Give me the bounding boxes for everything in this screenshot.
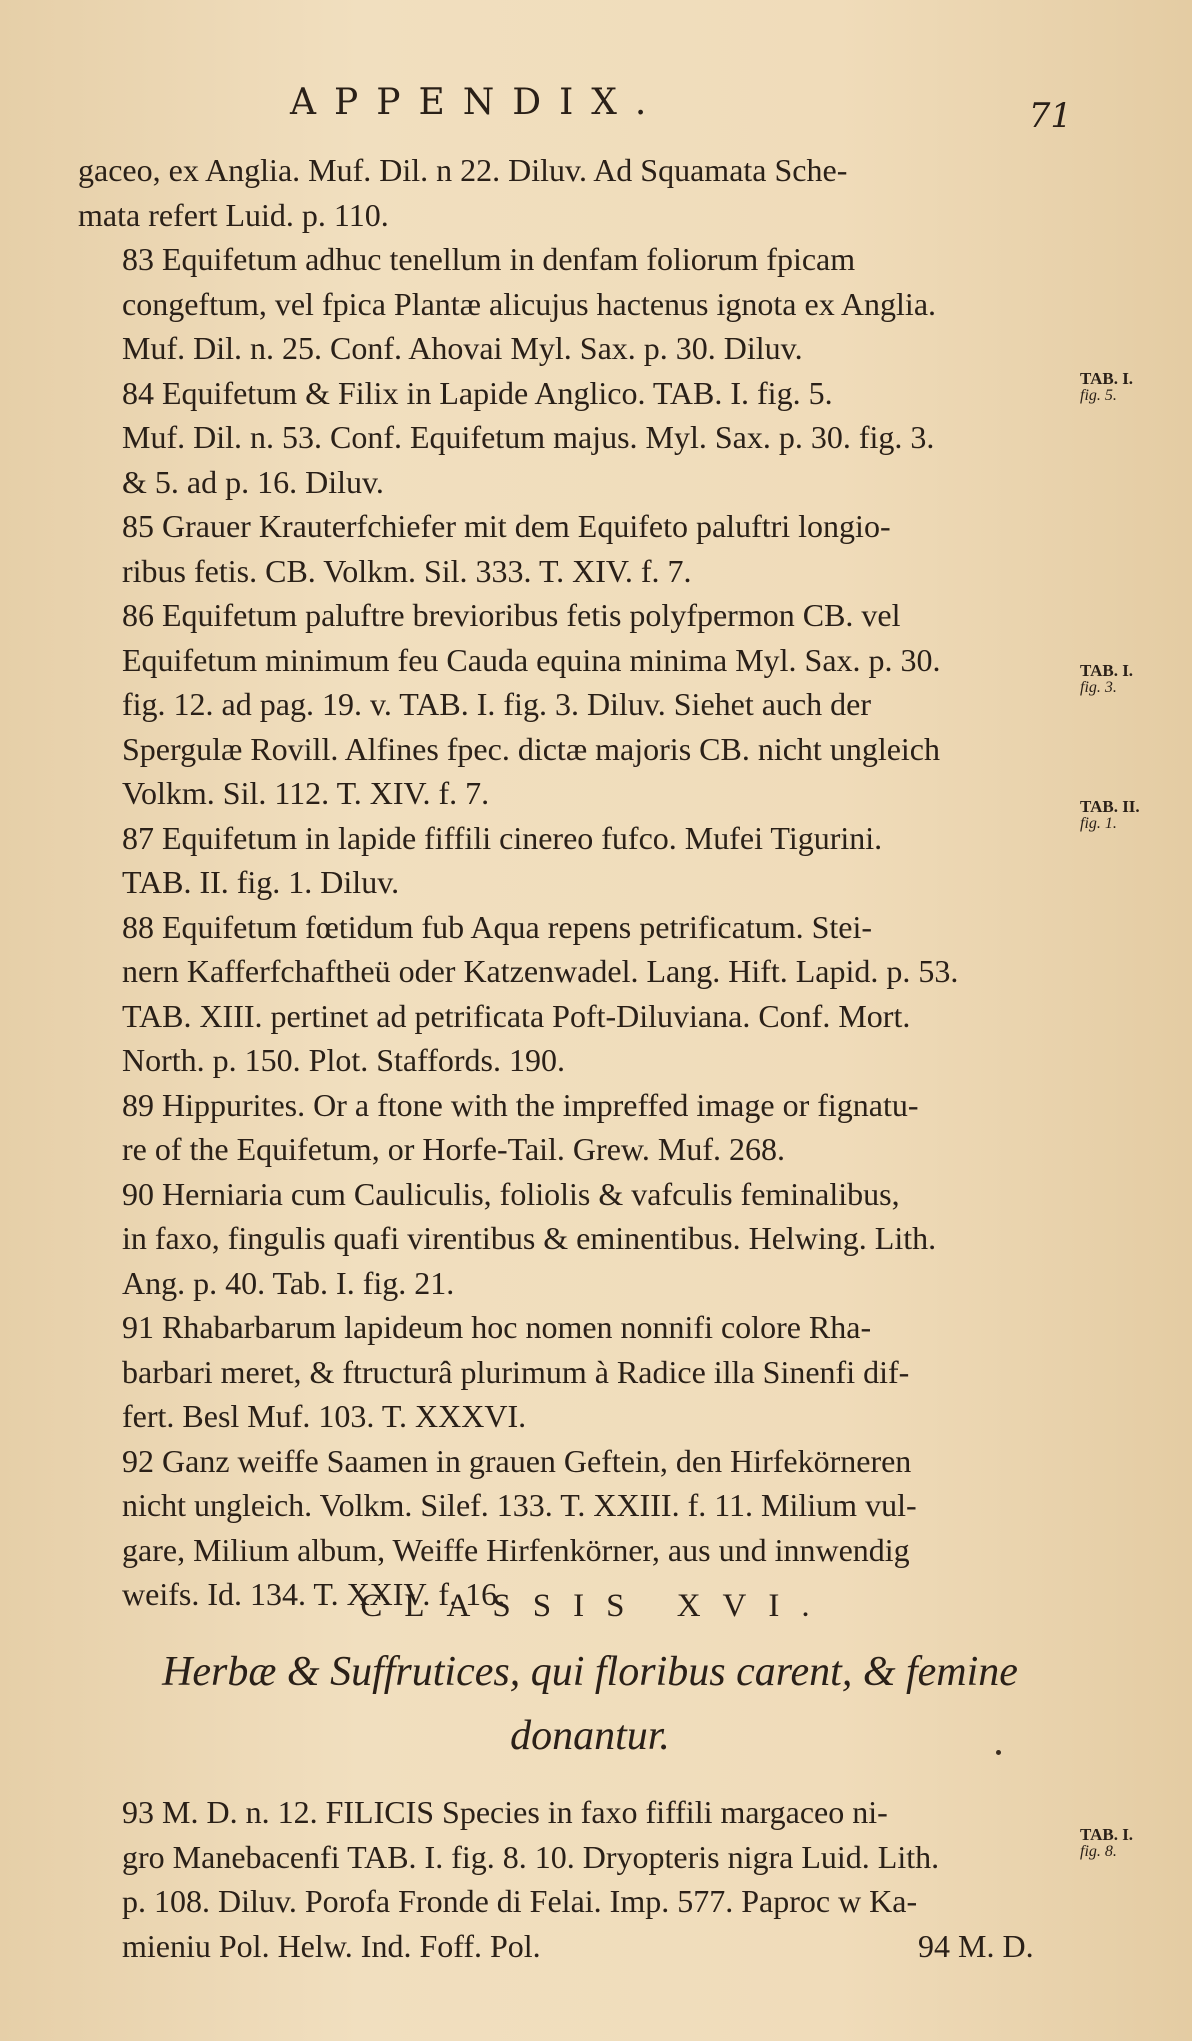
entry-89 [78, 1083, 1068, 1172]
running-title: APPENDIX. [290, 82, 665, 123]
text-line: weifs. Id. 134. T. XXIV. f. 16. [122, 1576, 506, 1612]
page-number: 71 [1028, 96, 1072, 136]
margin-note-fig-label: fig. 8. [1080, 1843, 1117, 1860]
class-heading: CLASSIS XVI. [360, 1588, 832, 1624]
text-line: 93 M. D. n. 12. FILICIS Species in faxo fiffili margaceo ni- [122, 1794, 888, 1830]
text-line: gro Manebacenfi TAB. I. fig. 8. 10. Dryopteris nigra Luid. Lith. [122, 1838, 940, 1875]
text-line: Ang. p. 40. Tab. I. fig. 21. [122, 1264, 455, 1301]
text-line: Volkm. Sil. 112. T. XIV. f. 7. [122, 775, 490, 811]
text-line: 86 Equifetum paluftre brevioribus fetis polyfpermon CB. vel [122, 597, 901, 633]
text-line: fig. 12. ad pag. 19. v. TAB. I. fig. 3. Diluv. Siehet auch der [122, 686, 871, 722]
entry-86 [78, 593, 1068, 816]
text-line: 84 Equifetum & Filix in Lapide Anglico. TAB. I. fig. 5. [122, 374, 833, 411]
margin-note-tab [1080, 370, 1150, 404]
text-line: p. 108. Diluv. Porofa Fronde di Felai. Imp. 577. Paproc w Ka- [122, 1883, 918, 1919]
text-line: 85 Grauer Krauterfchiefer mit dem Equifeto paluftri longio- [122, 508, 891, 544]
text-line: North. p. 150. Plot. Staffords. 190. [122, 1042, 565, 1078]
text-line: 92 Ganz weiffe Saamen in grauen Geftein, den Hirfekörneren [122, 1442, 912, 1479]
text-line: re of the Equifetum, or Horfe-Tail. Grew. Muf. 268. [122, 1131, 786, 1167]
text-line: ribus fetis. CB. Volkm. Sil. 333. T. XIV. f. 7. [122, 552, 692, 589]
text-line: mieniu Pol. Helw. Ind. Foff. Pol. [122, 1927, 541, 1964]
margin-note-tab [1080, 798, 1150, 832]
margin-note-tab-label: TAB. I. [1080, 661, 1134, 680]
text-line: 91 Rhabarbarum lapideum hoc nomen nonnifi colore Rha- [122, 1309, 872, 1345]
text-line: 90 Herniaria cum Cauliculis, foliolis & vafculis feminalibus, [122, 1175, 900, 1212]
margin-note-fig-label: fig. 3. [1080, 679, 1117, 696]
entry-83 [78, 237, 1068, 371]
margin-note-tab-label: TAB. II. [1080, 797, 1140, 816]
text-line: 89 Hippurites. Or a ftone with the impreffed image or fignatu- [122, 1086, 919, 1123]
entry-90 [78, 1172, 1068, 1306]
text-line: Muf. Dil. n. 25. Conf. Ahovai Myl. Sax. p. 30. Diluv. [122, 330, 803, 366]
text-line: & 5. ad p. 16. Diluv. [122, 463, 384, 500]
entries-block [78, 148, 1068, 1617]
text-line: Spergulæ Rovill. Alfines fpec. dictæ majoris CB. nicht ungleich [122, 730, 940, 767]
margin-note-tab [1080, 662, 1150, 696]
text-line: fert. Besl Muf. 103. T. XXXVI. [122, 1398, 527, 1434]
entry-84 [78, 371, 1068, 505]
text-line: in faxo, fingulis quafi virentibus & eminentibus. Helwing. Lith. [122, 1220, 937, 1256]
text-line: barbari meret, & ftructurâ plurimum à Radice illa Sinenfi dif- [122, 1353, 910, 1390]
text-line: gaceo, ex Anglia. Muf. Dil. n 22. Diluv. Ad Squamata Sche- [78, 152, 848, 188]
text-line: gare, Milium album, Weiffe Hirfenkörner, aus und innwendig [122, 1531, 910, 1568]
text-line: 83 Equifetum adhuc tenellum in denfam foliorum fpicam [122, 241, 856, 277]
class-subtitle: Herbæ & Suffrutices, qui floribus carent, & femine donantur. [162, 1649, 1018, 1759]
ink-dot [996, 1750, 1001, 1755]
text-line: mata refert Luid. p. 110. [78, 196, 389, 233]
text-line: 87 Equifetum in lapide fiffili cinereo fufco. Mufei Tigurini. [122, 819, 883, 856]
text-line: Equifetum minimum feu Cauda equina minima Myl. Sax. p. 30. [122, 641, 941, 678]
text-line: nern Kafferfchaftheü oder Katzenwadel. Lang. Hift. Lapid. p. 53. [122, 953, 959, 989]
margin-note-tab-label: TAB. I. [1080, 369, 1134, 388]
text-line: congeftum, vel fpica Plantæ alicujus hactenus ignota ex Anglia. [122, 285, 937, 322]
text-line: Muf. Dil. n. 53. Conf. Equifetum majus. Myl. Sax. p. 30. fig. 3. [122, 419, 935, 455]
entry-91 [78, 1305, 1068, 1439]
entry-88 [78, 905, 1068, 1083]
text-line: TAB. II. fig. 1. Diluv. [122, 864, 400, 900]
entry-87 [78, 816, 1068, 905]
text-line: nicht ungleich. Volkm. Silef. 133. T. XXIII. f. 11. Milium vul- [122, 1487, 917, 1523]
entry-85 [78, 504, 1068, 593]
catchword: 94 M. D. [918, 1928, 1034, 1964]
entry-continuation [78, 148, 1068, 237]
text-line: 88 Equifetum fœtidum fub Aqua repens petrificatum. Stei- [122, 908, 873, 945]
margin-note-tab [1080, 1826, 1150, 1860]
margin-note-fig-label: fig. 5. [1080, 387, 1117, 404]
text-line: TAB. XIII. pertinet ad petrificata Poft-Diluviana. Conf. Mort. [122, 997, 911, 1034]
margin-note-fig-label: fig. 1. [1080, 815, 1117, 832]
margin-note-tab-label: TAB. I. [1080, 1825, 1134, 1844]
